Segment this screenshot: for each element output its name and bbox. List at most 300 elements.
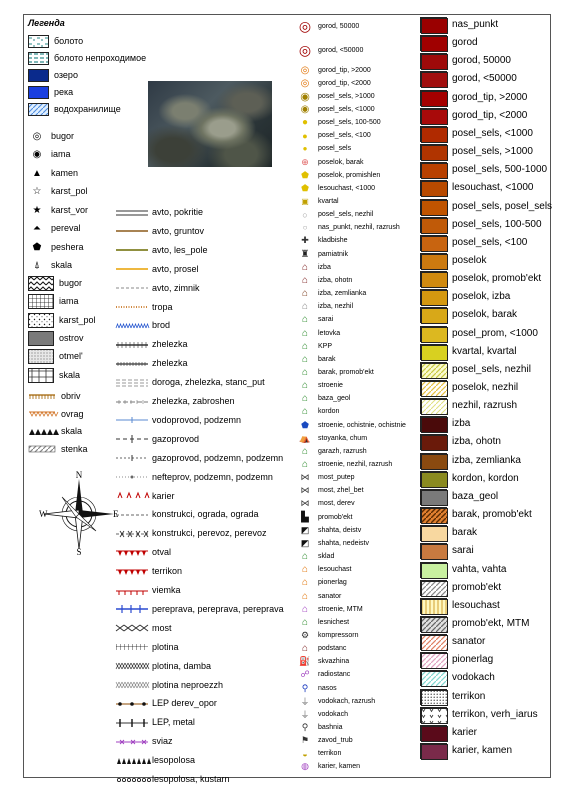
legend-settlement-item: [298, 761, 360, 773]
legend-label: izba: [318, 263, 331, 271]
legend-settlement-item: [298, 261, 331, 273]
legend-settlement-item: [298, 248, 348, 260]
legend-label: gazoprovod, podzemn, podzemn: [152, 452, 284, 463]
point-symbol-icon: ▲: [32, 167, 42, 179]
relief-line-swatch: [28, 427, 56, 437]
legend-label: posel_sels, posel_sels: [452, 200, 553, 212]
settlement-symbol-icon: ⌂: [301, 380, 309, 392]
legend-label: viemka: [152, 585, 181, 595]
legend-label: LEP, metal: [152, 717, 195, 728]
legend-line-item: [116, 755, 195, 766]
line-symbol-swatch: [116, 340, 148, 350]
line-symbol-swatch: [116, 623, 148, 633]
legend-label: lesnichest: [318, 618, 350, 626]
settlement-symbol-icon: ◒: [302, 748, 308, 759]
legend-relief-item: [28, 294, 79, 309]
area-fill-swatch: [420, 725, 447, 741]
legend-label: plotina: [152, 641, 179, 652]
line-symbol-swatch: [116, 472, 148, 482]
legend-settlement-item: [298, 603, 363, 615]
area-fill-swatch: [420, 507, 447, 523]
legend-area-fill-item: [420, 652, 493, 668]
point-symbol-icon: ★: [32, 204, 42, 216]
legend-label: kladbishe: [318, 237, 348, 245]
legend-label: zhelezka: [152, 358, 188, 369]
settlement-symbol-icon: ⌂: [301, 340, 309, 352]
area-fill-swatch: [420, 53, 447, 69]
legend-label: lesouchast, <1000: [318, 184, 376, 192]
area-fill-swatch: [420, 217, 447, 233]
legend-line-item: [116, 283, 200, 294]
legend-settlement-item: [298, 366, 374, 378]
settlement-symbol-icon: ⬟: [301, 169, 309, 180]
legend-settlement-item: [298, 182, 375, 194]
legend-relief-item: [28, 313, 96, 328]
legend-line-item: [116, 736, 173, 747]
legend-label: terrikon, verh_iarus: [452, 708, 538, 720]
legend-label: otmel': [59, 351, 83, 362]
line-symbol-swatch: [116, 453, 148, 463]
legend-settlement-item: [298, 235, 348, 247]
legend-label: vodokach: [318, 710, 348, 718]
settlement-symbol-icon: ◩: [300, 537, 310, 548]
point-symbol-icon: ☆: [32, 186, 42, 197]
legend-label: terrikon: [452, 690, 486, 702]
legend-area-fill-item: [420, 199, 552, 215]
line-symbol-swatch: [116, 680, 148, 690]
area-fill-swatch: [420, 616, 447, 632]
legend-label: promob'ekt: [318, 513, 353, 521]
settlement-symbol-icon: ⚲: [301, 682, 309, 693]
legend-label: peshera: [51, 241, 84, 252]
relief-swatch: [28, 349, 54, 364]
legend-label: posel_sels, 100-500: [452, 218, 542, 230]
line-symbol-swatch: [116, 397, 148, 407]
line-symbol-swatch: [116, 491, 148, 501]
legend-label: lesopolosa: [152, 755, 196, 766]
legend-label: letovka: [318, 329, 341, 337]
settlement-symbol-icon: ◎: [300, 77, 310, 89]
legend-area-fill-item: [420, 707, 538, 723]
legend-relief-item: [28, 349, 83, 364]
legend-label: vodokach, razrush: [318, 697, 376, 705]
legend-label: река: [54, 87, 74, 97]
settlement-symbol-icon: ◍: [301, 761, 309, 772]
area-fill-swatch: [420, 35, 447, 51]
legend-label: gorod, <50000: [318, 46, 364, 54]
legend-line-item: [116, 547, 171, 558]
area-fill-swatch: [420, 108, 447, 124]
legend-settlement-item: [298, 274, 352, 286]
area-fill-swatch: [420, 71, 447, 87]
area-swatch: [28, 69, 49, 82]
legend-label: KPP: [318, 342, 333, 350]
legend-label: karst_vor: [51, 204, 89, 215]
legend-area-fill-item: [420, 562, 506, 578]
legend-settlement-item: [298, 708, 348, 720]
legend-settlement-item: [298, 209, 373, 221]
line-symbol-swatch: [116, 604, 148, 614]
legend-label: izba, ohotn: [318, 276, 353, 284]
legend-line-item: [28, 409, 84, 420]
legend-label: posel_prom, <1000: [452, 327, 538, 339]
svg-text:E: E: [113, 509, 119, 519]
legend-area-fill-item: [420, 71, 517, 87]
legend-label: gorod_tip, >2000: [318, 66, 371, 74]
legend-line-item: [116, 585, 181, 596]
legend-label: avto, prosel: [152, 263, 199, 274]
svg-text:W: W: [39, 509, 48, 519]
legend-area-fill-item: [420, 180, 533, 196]
legend-label: gorod, 50000: [318, 22, 360, 30]
legend-line-item: [116, 491, 175, 502]
legend-label: stroenie: [318, 382, 343, 390]
legend-area-fill-item: [420, 289, 510, 305]
legend-settlement-item: [298, 143, 351, 155]
line-symbol-swatch: [116, 737, 148, 747]
legend-line-item: [116, 623, 172, 634]
legend-settlement-item: [298, 419, 406, 431]
legend-label: poselok, promishlen: [318, 171, 381, 179]
legend-area-item: [28, 52, 146, 65]
legend-label: plotina, damba: [152, 660, 212, 671]
legend-settlement-item: [298, 64, 371, 76]
legend-area-fill-item: [420, 162, 547, 178]
legend-label: most, derev: [318, 500, 355, 508]
legend-label: izba, nezhil: [318, 303, 354, 311]
relief-line-swatch: [28, 444, 56, 454]
legend-label: karier, kamen: [452, 745, 513, 756]
legend-settlement-item: [298, 406, 339, 418]
legend-label: gorod_tip, >2000: [452, 91, 528, 103]
legend-label: karst_pol: [59, 314, 96, 325]
legend-settlement-item: [298, 590, 341, 602]
legend-title: Легенда: [28, 18, 65, 28]
legend-label: lesouchast: [318, 566, 352, 574]
legend-label: poselok: [452, 254, 487, 266]
area-fill-swatch: [420, 162, 447, 178]
legend-label: pamiatnik: [318, 250, 348, 258]
legend-label: karier, kamen: [318, 763, 361, 771]
legend-line-item: [116, 509, 259, 520]
legend-label: posel_sels, >1000: [452, 146, 533, 158]
legend-line-item: [116, 453, 283, 464]
legend-label: kamen: [51, 167, 79, 178]
legend-label: poselok, barak: [318, 158, 364, 166]
area-fill-swatch: [420, 634, 447, 650]
legend-line-item: [116, 358, 188, 369]
legend-label: болото непроходимое: [54, 53, 147, 63]
settlement-symbol-icon: ●: [302, 144, 308, 154]
legend-label: stenka: [61, 443, 88, 454]
line-symbol-swatch: [116, 548, 148, 558]
legend-settlement-item: [298, 314, 333, 326]
legend-label: ostrov: [59, 332, 84, 343]
area-fill-swatch: [420, 362, 447, 378]
legend-settlement-item: [298, 616, 349, 628]
settlement-symbol-icon: ○: [302, 223, 308, 233]
legend-label: pereval: [51, 223, 81, 233]
legend-label: gorod, 50000: [452, 55, 511, 67]
legend-label: bugor: [51, 130, 75, 141]
legend-line-item: [116, 226, 204, 237]
settlement-symbol-icon: ⌂: [301, 616, 309, 628]
legend-settlement-item: [298, 327, 340, 339]
settlement-symbol-icon: ⌂: [301, 301, 309, 313]
settlement-symbol-icon: ⌂: [301, 353, 309, 365]
legend-label: posel_sels, <100: [318, 132, 371, 140]
area-fill-swatch: [420, 689, 447, 705]
legend-settlement-item: [298, 524, 361, 536]
legend-label: barak: [452, 527, 478, 539]
legend-area-fill-item: [420, 416, 470, 432]
settlement-symbol-icon: ⊕: [301, 156, 309, 167]
legend-label: terrikon: [318, 750, 342, 758]
legend-area-fill-item: [420, 90, 527, 106]
legend-label: konstrukci, perevoz, perevoz: [152, 528, 267, 539]
settlement-symbol-icon: ⌂: [301, 314, 309, 326]
legend-relief-item: [28, 276, 82, 291]
legend-label: pionerlag: [452, 654, 494, 666]
legend-point-item: [29, 185, 88, 199]
legend-point-item: [29, 166, 78, 180]
settlement-symbol-icon: ○: [302, 209, 308, 220]
settlement-symbol-icon: ⬟: [301, 419, 309, 430]
legend-label: posel_sels, nezhil: [318, 211, 374, 219]
area-fill-swatch: [420, 471, 447, 487]
line-symbol-swatch: [116, 661, 148, 671]
settlement-symbol-icon: ▙: [301, 511, 309, 523]
line-symbol-swatch: [116, 567, 148, 577]
legend-label: karst_pol: [51, 186, 88, 196]
settlement-symbol-icon: ♜: [300, 248, 310, 260]
legend-settlement-item: [298, 695, 375, 707]
line-symbol-swatch: [116, 699, 148, 709]
legend-point-item: [29, 259, 72, 273]
legend-area-fill-item: [420, 126, 533, 142]
legend-settlement-item: [298, 485, 364, 497]
legend-label: baza_geol: [452, 490, 499, 502]
legend-label: avto, les_pole: [152, 244, 208, 255]
area-fill-swatch: [420, 17, 447, 33]
legend-settlement-item: [298, 459, 392, 471]
legend-line-item: [28, 391, 81, 402]
legend-label: gorod: [452, 37, 478, 49]
legend-label: skala: [59, 369, 81, 380]
legend-settlement-item: [298, 643, 346, 655]
area-fill-swatch: [420, 707, 447, 723]
settlement-symbol-icon: ⌂: [301, 590, 309, 602]
legend-label: avto, zimnik: [152, 282, 200, 293]
legend-label: болото: [54, 36, 84, 46]
legend-line-item: [116, 566, 182, 577]
legend-settlement-item: [298, 682, 337, 694]
legend-area-fill-item: [420, 616, 529, 632]
legend-label: podstanc: [318, 645, 347, 653]
relief-line-swatch: [28, 409, 56, 419]
legend-label: barak, promob'ekt: [318, 368, 374, 376]
line-symbol-swatch: [116, 642, 148, 652]
legend-frame: [23, 14, 553, 784]
legend-area-fill-item: [420, 725, 477, 741]
legend-label: gazoprovod: [152, 433, 200, 444]
legend-settlement-item: [298, 301, 353, 313]
area-swatch: [28, 103, 49, 116]
legend-area-fill-item: [420, 362, 531, 378]
legend-label: iama: [59, 296, 79, 307]
legend-point-item: [29, 222, 81, 236]
area-fill-swatch: [420, 489, 447, 505]
legend-line-item: [28, 444, 88, 455]
legend-area-fill-item: [420, 108, 527, 124]
legend-settlement-item: [298, 196, 339, 208]
legend-label: водохранилище: [54, 104, 121, 114]
legend-label: garazh, razrush: [318, 447, 367, 455]
area-fill-swatch: [420, 199, 447, 215]
settlement-symbol-icon: ⌂: [301, 274, 309, 286]
legend-area-fill-item: [420, 580, 501, 596]
settlement-symbol-icon: ⌂: [301, 564, 309, 576]
legend-label: lesouchast, <1000: [452, 182, 534, 194]
legend-area-fill-item: [420, 507, 532, 523]
legend-settlement-item: [298, 380, 343, 392]
legend-label: terrikon: [152, 566, 183, 577]
settlement-symbol-icon: ●: [301, 117, 309, 129]
point-symbol-icon: ⏶: [33, 223, 41, 234]
legend-label: doroga, zhelezka, stanc_put: [152, 377, 265, 388]
legend-label: stoyanka, chum: [318, 434, 368, 442]
legend-label: konstrukci, ograda, ograda: [152, 509, 259, 520]
line-symbol-swatch: [116, 775, 148, 785]
legend-area-fill-item: [420, 217, 542, 233]
settlement-symbol-icon: ☍: [300, 669, 310, 680]
legend-line-item: [116, 680, 223, 691]
legend-label: bugor: [59, 278, 83, 288]
settlement-symbol-icon: ⚑: [300, 735, 310, 746]
line-symbol-swatch: [116, 208, 148, 218]
legend-label: posel_sels, 100-500: [318, 119, 381, 127]
settlement-symbol-icon: ⛺: [299, 432, 311, 443]
legend-area-fill-item: [420, 235, 527, 251]
legend-settlement-item: [298, 288, 366, 300]
area-fill-swatch: [420, 743, 447, 759]
area-fill-swatch: [420, 326, 447, 342]
legend-line-item: [116, 774, 230, 785]
line-symbol-swatch: [116, 245, 148, 255]
legend-label: poselok, izba: [452, 291, 511, 303]
legend-label: pereprava, pereprava, pereprava: [152, 603, 284, 614]
legend-area-fill-item: [420, 489, 498, 505]
line-symbol-swatch: [116, 283, 148, 293]
legend-line-item: [116, 339, 188, 350]
settlement-symbol-icon: ⌂: [301, 643, 309, 655]
legend-label: posel_sels, <1000: [452, 127, 533, 139]
legend-point-item: [29, 203, 88, 217]
legend-line-item: [116, 434, 199, 445]
area-fill-swatch: [420, 271, 447, 287]
legend-settlement-item: [298, 222, 400, 234]
legend-label: plotina neproezzh: [152, 679, 224, 690]
area-swatch: [28, 86, 49, 99]
legend-label: izba: [452, 418, 471, 430]
legend-area-fill-item: [420, 398, 517, 414]
legend-settlement-item: [298, 340, 332, 352]
legend-area-item: [28, 35, 83, 48]
legend-label: zavod_trub: [318, 737, 353, 745]
legend-label: posel_sels, <100: [452, 236, 528, 248]
legend-line-item: [116, 377, 265, 388]
legend-line-item: [116, 320, 170, 331]
area-fill-swatch: [420, 144, 447, 160]
legend-area-fill-item: [420, 471, 519, 487]
legend-line-item: [116, 717, 195, 728]
legend-label: stroenie, ochistnie, ochistnie: [318, 421, 406, 429]
legend-photo: [148, 81, 272, 167]
legend-label: posel_sels: [318, 145, 352, 153]
legend-line-item: [116, 472, 273, 483]
legend-settlement-item: [298, 472, 355, 484]
line-symbol-swatch: [116, 529, 148, 539]
settlement-symbol-icon: ◩: [300, 524, 310, 535]
settlement-symbol-icon: ▣: [301, 197, 309, 206]
legend-label: sanator: [318, 592, 342, 600]
legend-line-item: [116, 264, 199, 275]
legend-label: gorod, <50000: [452, 73, 517, 85]
settlement-symbol-icon: ⌂: [301, 603, 309, 615]
settlement-symbol-icon: ⌂: [301, 288, 309, 300]
settlement-symbol-icon: ✚: [301, 235, 309, 246]
legend-label: ovrag: [61, 408, 84, 419]
area-fill-swatch: [420, 253, 447, 269]
legend-settlement-item: [298, 353, 336, 365]
legend-label: sviaz: [152, 736, 173, 747]
legend-label: nezhil, razrush: [452, 400, 518, 412]
settlement-symbol-icon: ⌂: [301, 551, 309, 563]
legend-settlement-item: [298, 103, 375, 115]
area-fill-swatch: [420, 380, 447, 396]
line-symbol-swatch: [116, 359, 148, 369]
legend-settlement-item: [298, 577, 347, 589]
line-symbol-swatch: [116, 226, 148, 236]
line-symbol-swatch: [116, 718, 148, 728]
settlement-symbol-icon: ⋈: [300, 498, 310, 509]
settlement-symbol-icon: ⌂: [301, 327, 309, 339]
settlement-symbol-icon: ◉: [300, 103, 310, 115]
legend-label: barak: [318, 355, 336, 363]
legend-label: posel_sels, nezhil: [452, 363, 531, 375]
line-symbol-swatch: [116, 378, 148, 388]
legend-label: zhelezka: [152, 339, 188, 350]
legend-label: karier: [452, 726, 478, 738]
legend-label: stroenie, nezhil, razrush: [318, 461, 393, 468]
legend-line-item: [116, 642, 179, 653]
legend-label: posel_sels, >1000: [318, 92, 375, 100]
relief-swatch: [28, 331, 54, 346]
settlement-symbol-icon: ◎: [298, 17, 312, 34]
settlement-symbol-icon: ⌂: [301, 459, 309, 470]
legend-area-item: [28, 69, 78, 82]
area-fill-swatch: [420, 180, 447, 196]
legend-area-fill-item: [420, 689, 485, 705]
relief-swatch: [28, 294, 54, 309]
legend-settlement-item: [298, 498, 355, 510]
legend-label: vodokach: [452, 672, 495, 684]
legend-label: posel_sels, <1000: [318, 105, 375, 113]
legend-area-fill-item: [420, 434, 501, 450]
line-symbol-swatch: [116, 756, 148, 766]
legend-label: barak, promob'ekt: [452, 509, 532, 521]
settlement-symbol-icon: ⏚: [300, 696, 310, 707]
